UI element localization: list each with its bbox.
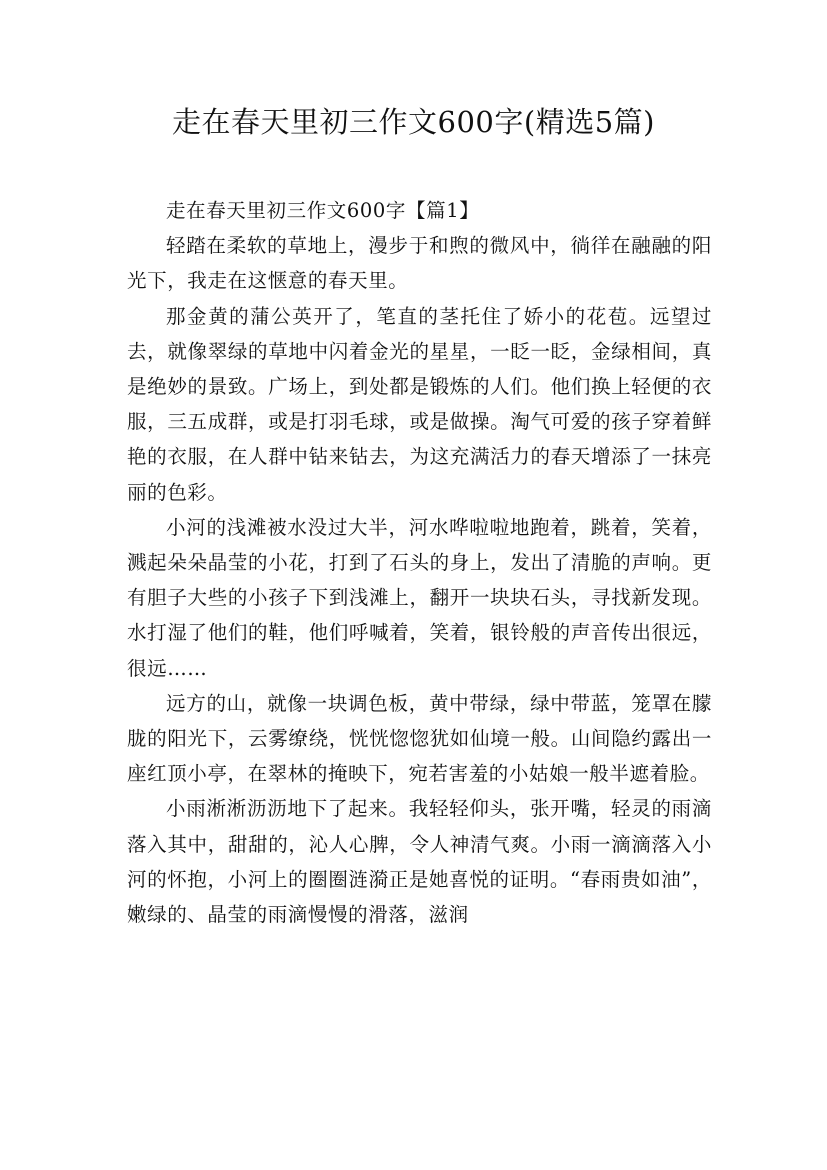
document-body [127, 193, 712, 932]
paragraph-3: 小河的浅滩被水没过大半，河水哗啦啦地跑着，跳着，笑着，溅起朵朵晶莹的小花，打到了石头的身上，发出了清脆的声响。更有胆子大些的小孩子下到浅滩上，翻开一块块石头，寻找新发现。水打湿了他们的鞋，他们呼喊着，笑着，银铃般的声音传出很远，很远…… [127, 515, 712, 680]
document-title: 走在春天里初三作文600字(精选5篇) [172, 105, 655, 139]
paragraph-5: 小雨淅淅沥沥地下了起来。我轻轻仰头，张开嘴，轻灵的雨滴落入其中，甜甜的，沁人心脾，令人神清气爽。小雨一滴滴落入小河的怀抱，小河上的圈圈涟漪正是她喜悦的证明。“春雨贵如油”，嫩绿的、晶莹的雨滴慢慢的滑落，滋润 [127, 797, 712, 927]
section-heading: 走在春天里初三作文600字【篇1】 [166, 199, 480, 222]
paragraph-1: 轻踏在柔软的草地上，漫步于和煦的微风中，徜徉在融融的阳光下，我走在这惬意的春天里。 [127, 234, 712, 293]
paragraph-4: 远方的山，就像一块调色板，黄中带绿，绿中带蓝，笼罩在朦胧的阳光下，云雾缭绕，恍恍惚惚犹如仙境一般。山间隐约露出一座红顶小亭，在翠林的掩映下，宛若害羞的小姑娘一般半遮着脸。 [127, 691, 712, 786]
paragraph-2: 那金黄的蒲公英开了，笔直的茎托住了娇小的花苞。远望过去，就像翠绿的草地中闪着金光的星星，一眨一眨，金绿相间，真是绝妙的景致。广场上，到处都是锻炼的人们。他们换上轻便的衣服，三五成群，或是打羽毛球，或是做操。淘气可爱的孩子穿着鲜艳的衣服，在人群中钻来钻去，为这充满活力的春天增添了一抹亮丽的色彩。 [127, 304, 712, 504]
